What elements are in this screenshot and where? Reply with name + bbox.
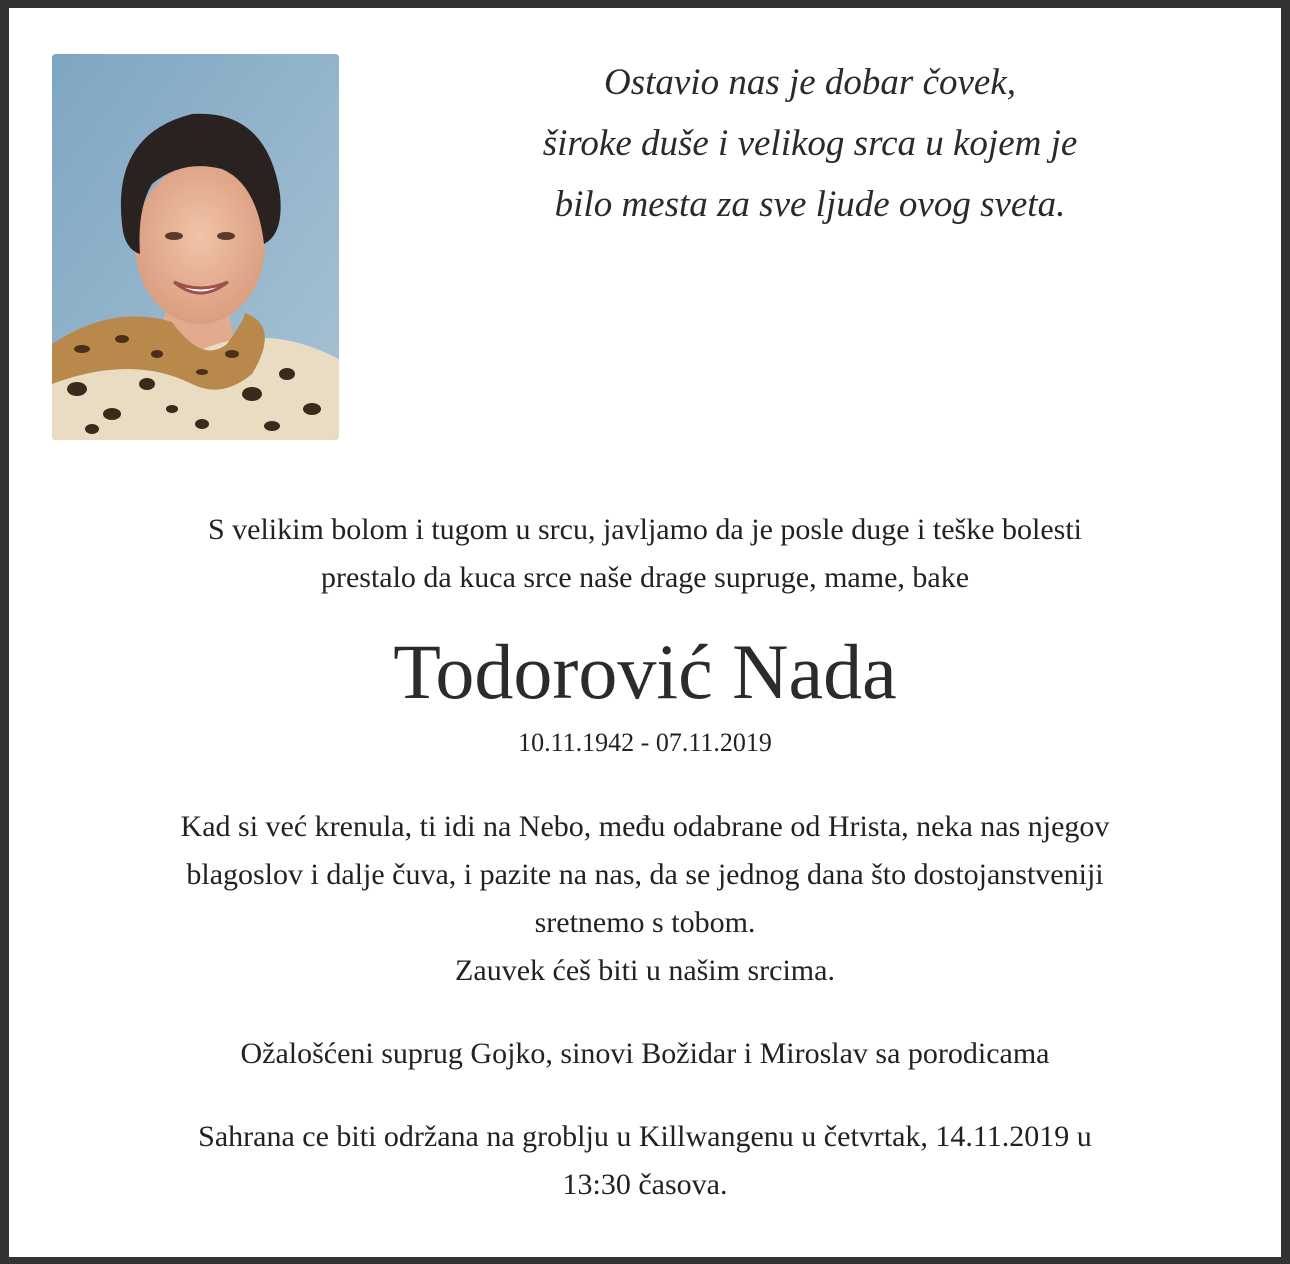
funeral-details bbox=[20, 1113, 1270, 1209]
deceased-name: Todorović Nada bbox=[393, 628, 897, 715]
life-dates: 10.11.1942 - 07.11.2019 bbox=[518, 728, 772, 757]
quote-line: bilo mesta za sve ljude ovog sveta. bbox=[554, 184, 1066, 225]
funeral-line: 13:30 časova. bbox=[562, 1168, 728, 1201]
portrait-photo bbox=[52, 54, 339, 440]
quote-line: Ostavio nas je dobar čovek, bbox=[603, 62, 1017, 103]
announcement-text bbox=[20, 506, 1270, 602]
mourners-text: Ožalošćeni suprug Gojko, sinovi Božidar i Miroslav sa porodicama bbox=[240, 1037, 1050, 1070]
message-line: Zauvek ćeš biti u našim srcima. bbox=[455, 954, 835, 987]
announcement-line: prestalo da kuca srce naše drage supruge, mame, bake bbox=[320, 561, 970, 594]
message-line: blagoslov i dalje čuva, i pazite na nas, da se jednog dana što dostojanstveniji bbox=[186, 858, 1104, 891]
quote-line: široke duše i velikog srca u kojem je bbox=[542, 123, 1078, 164]
announcement-line: S velikim bolom i tugom u srcu, javljamo da je posle duge i teške bolesti bbox=[207, 513, 1083, 546]
funeral-line: Sahrana ce biti održana na groblju u Killwangenu u četvrtak, 14.11.2019 u bbox=[198, 1120, 1092, 1153]
epitaph-quote bbox=[440, 52, 1180, 235]
farewell-message bbox=[20, 803, 1270, 995]
message-line: sretnemo s tobom. bbox=[534, 906, 756, 939]
message-line: Kad si već krenula, ti idi na Nebo, među odabrane od Hrista, neka nas njegov bbox=[180, 810, 1110, 843]
mourners-line bbox=[20, 1030, 1270, 1078]
